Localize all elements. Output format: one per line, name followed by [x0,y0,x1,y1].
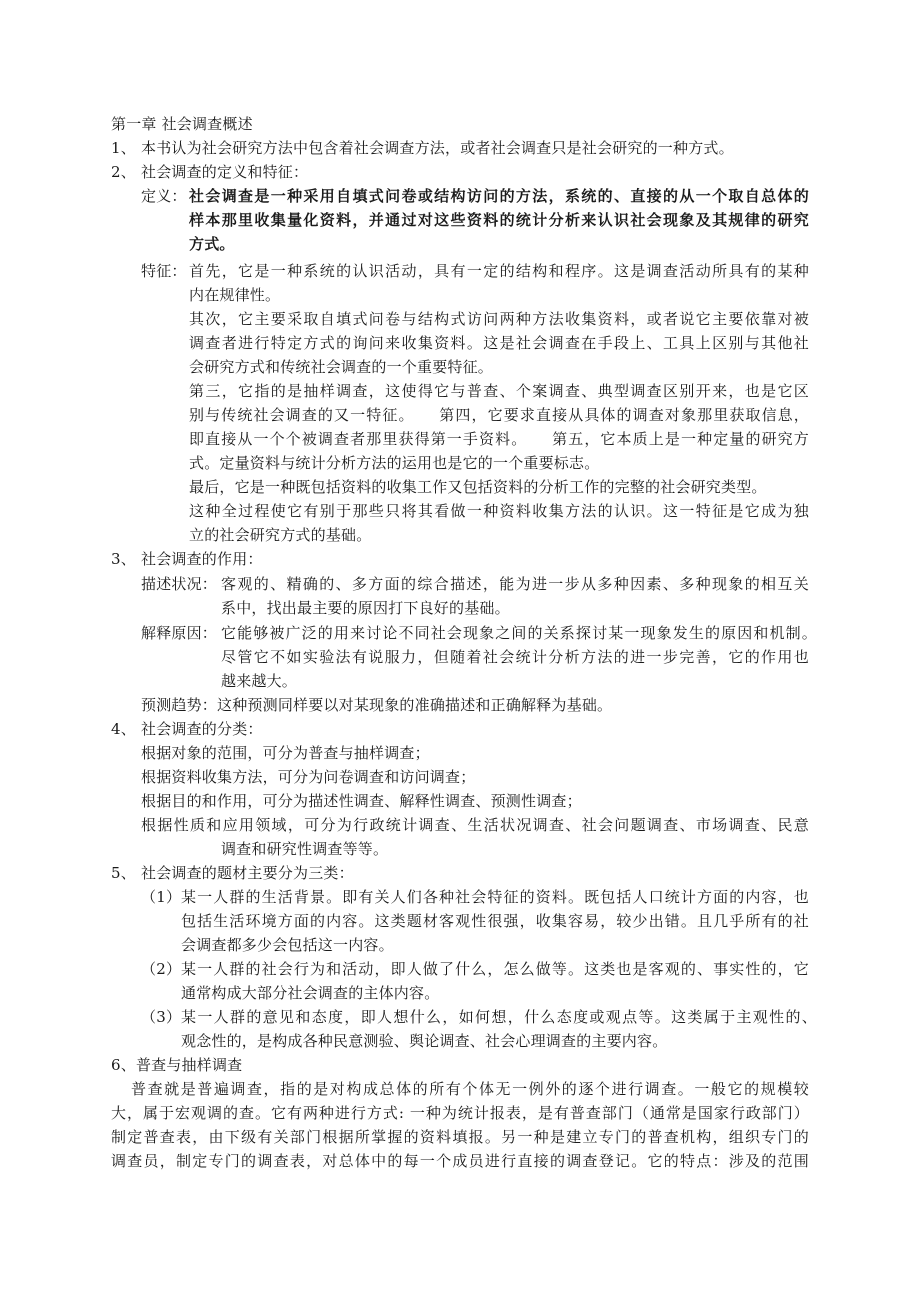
paragraph-line: 制定普查表，由下级有关部门根据所掌握的资料填报。另一种是建立专门的普查机构，组织专门的 [111,1128,809,1146]
features-line: 其次，它主要采取自填式问卷与结构式访问两种方法收集资料，或者说它主要依靠对被 [189,310,809,328]
predict-label: 预测趋势： [141,696,218,714]
section-3-heading [111,548,263,570]
item-line: 某一人群的社会行为和活动，即人做了什么，怎么做等。这类也是客观的、事实性的，它 [181,960,809,978]
features-line: 立的社会研究方式的基础。 [189,526,372,544]
section-text: 本书认为社会研究方法中包含着社会调查方法，或者社会调查只是社会研究的一种方式。 [141,139,734,157]
item-label: （2） [141,960,182,978]
features-line: 即直接从一个个被调查者那里获得第一手资料。 第五，它本质上是一种定量的研究方 [189,430,809,448]
explain-label: 解释原因： [141,624,218,642]
section-number: 5、 [111,864,136,882]
item-line: 会调查都多少会包括这一内容。 [181,936,394,954]
classification-line: 根据资料收集方法，可分为问卷调查和访问调查； [141,768,476,786]
definition-line: 样本那里收集量化资料，并通过对这些资料的统计分析来认识社会现象及其规律的研究 [189,211,809,229]
explain-line: 尽管它不如实验法有说服力，但随着社会统计分析方法的进一步完善，它的作用也 [221,648,809,666]
item-line: 某一人群的意见和态度，即人想什么，如何想，什么态度或观点等。这类属于主观性的、 [181,1008,817,1026]
section-heading: 社会调查的作用： [141,550,263,568]
paragraph-line: 调查员，制定专门的调查表，对总体中的每一个成员进行直接的调查登记。它的特点：涉及的范围 [111,1152,809,1170]
describe-line: 客观的、精确的、多方面的综合描述，能为进一步从多种因素、多种现象的相互关 [221,575,809,593]
features-line: 最后，它是一种既包括资料的收集工作又包括资料的分析工作的完整的社会研究类型。 [189,478,767,496]
explain-line: 它能够被广泛的用来讨论不同社会现象之间的关系探讨某一现象发生的原因和机制。 [221,624,817,642]
features-line: 会研究方式和传统社会调查的一个重要特征。 [189,358,494,376]
classification-line: 调查和研究性调查等等。 [221,840,389,858]
classification-line: 根据目的和作用，可分为描述性调查、解释性调查、预测性调查； [141,792,582,810]
section-2-heading [111,161,308,183]
section-heading: 社会调查的分类： [141,720,263,738]
describe-label: 描述状况： [141,575,218,593]
section-number: 1、 [111,139,136,157]
paragraph-line: 普查就是普遍调查，指的是对构成总体的所有个体无一例外的逐个进行调查。一般它的规模较 [131,1080,809,1098]
predict-row [141,694,612,716]
item-line: 包括生活环境方面的内容。这类题材客观性很强，收集容易，较少出错。且几乎所有的社 [181,912,809,930]
item-label: （1） [141,888,182,906]
section-heading: 社会调查的题材主要分为三类： [141,864,354,882]
chapter-title: 第一章 社会调查概述 [111,115,253,133]
explain-line: 越来越大。 [221,672,298,690]
features-line: 第三，它指的是抽样调查，这使得它与普查、个案调查、典型调查区别开来，也是它区 [189,382,809,400]
definition-label: 定义： [141,187,187,205]
section-4-heading [111,718,263,740]
describe-line: 系中，找出最主要的原因打下良好的基础。 [221,599,510,617]
definition-line: 社会调查是一种采用自填式问卷或结构访问的方法，系统的、直接的从一个取自总体的 [189,187,809,205]
item-label: （3） [141,1008,182,1026]
section-number: 4、 [111,720,136,738]
section-heading: 社会调查的定义和特征： [141,163,309,181]
features-line: 式。定量资料与统计分析方法的运用也是它的一个重要标志。 [189,454,600,472]
section-number: 3、 [111,550,136,568]
classification-line: 根据性质和应用领域，可分为行政统计调查、生活状况调查、社会问题调查、市场调查、民意 [141,816,809,834]
features-label: 特征： [141,262,187,280]
features-line: 别与传统社会调查的又一特征。 第四，它要求直接从具体的调查对象那里获取信息， [189,406,809,424]
section-number: 2、 [111,163,136,181]
item-line: 某一人群的生活背景。即有关人们各种社会特征的资料。既包括人口统计方面的内容，也 [181,888,809,906]
features-line: 首先，它是一种系统的认识活动，具有一定的结构和程序。这是调查活动所具有的某种 [189,262,809,280]
classification-line: 根据对象的范围，可分为普查与抽样调查； [141,744,430,762]
item-line: 观念性的，是构成各种民意测验、舆论调查、社会心理调查的主要内容。 [181,1032,668,1050]
features-line: 调查者进行特定方式的询问来收集资料。这是社会调查在手段上、工具上区别与其他社 [189,334,809,352]
section-5-heading [111,862,354,884]
item-line: 通常构成大部分社会调查的主体内容。 [181,984,440,1002]
features-line: 这种全过程使它有别于那些只将其看做一种资料收集方法的认识。这一特征是它成为独 [189,502,809,520]
definition-line: 方式。 [189,235,235,253]
section-1 [111,137,734,159]
predict-text: 这种预测同样要以对某现象的准确描述和正确解释为基础。 [217,696,613,714]
features-line: 内在规律性。 [189,286,281,304]
section-6-heading: 6、普查与抽样调查 [111,1056,243,1074]
paragraph-line: 大，属于宏观调的查。它有两种进行方式: 一种为统计报表，是有普查部门（通常是国家行政部门） [111,1104,809,1122]
